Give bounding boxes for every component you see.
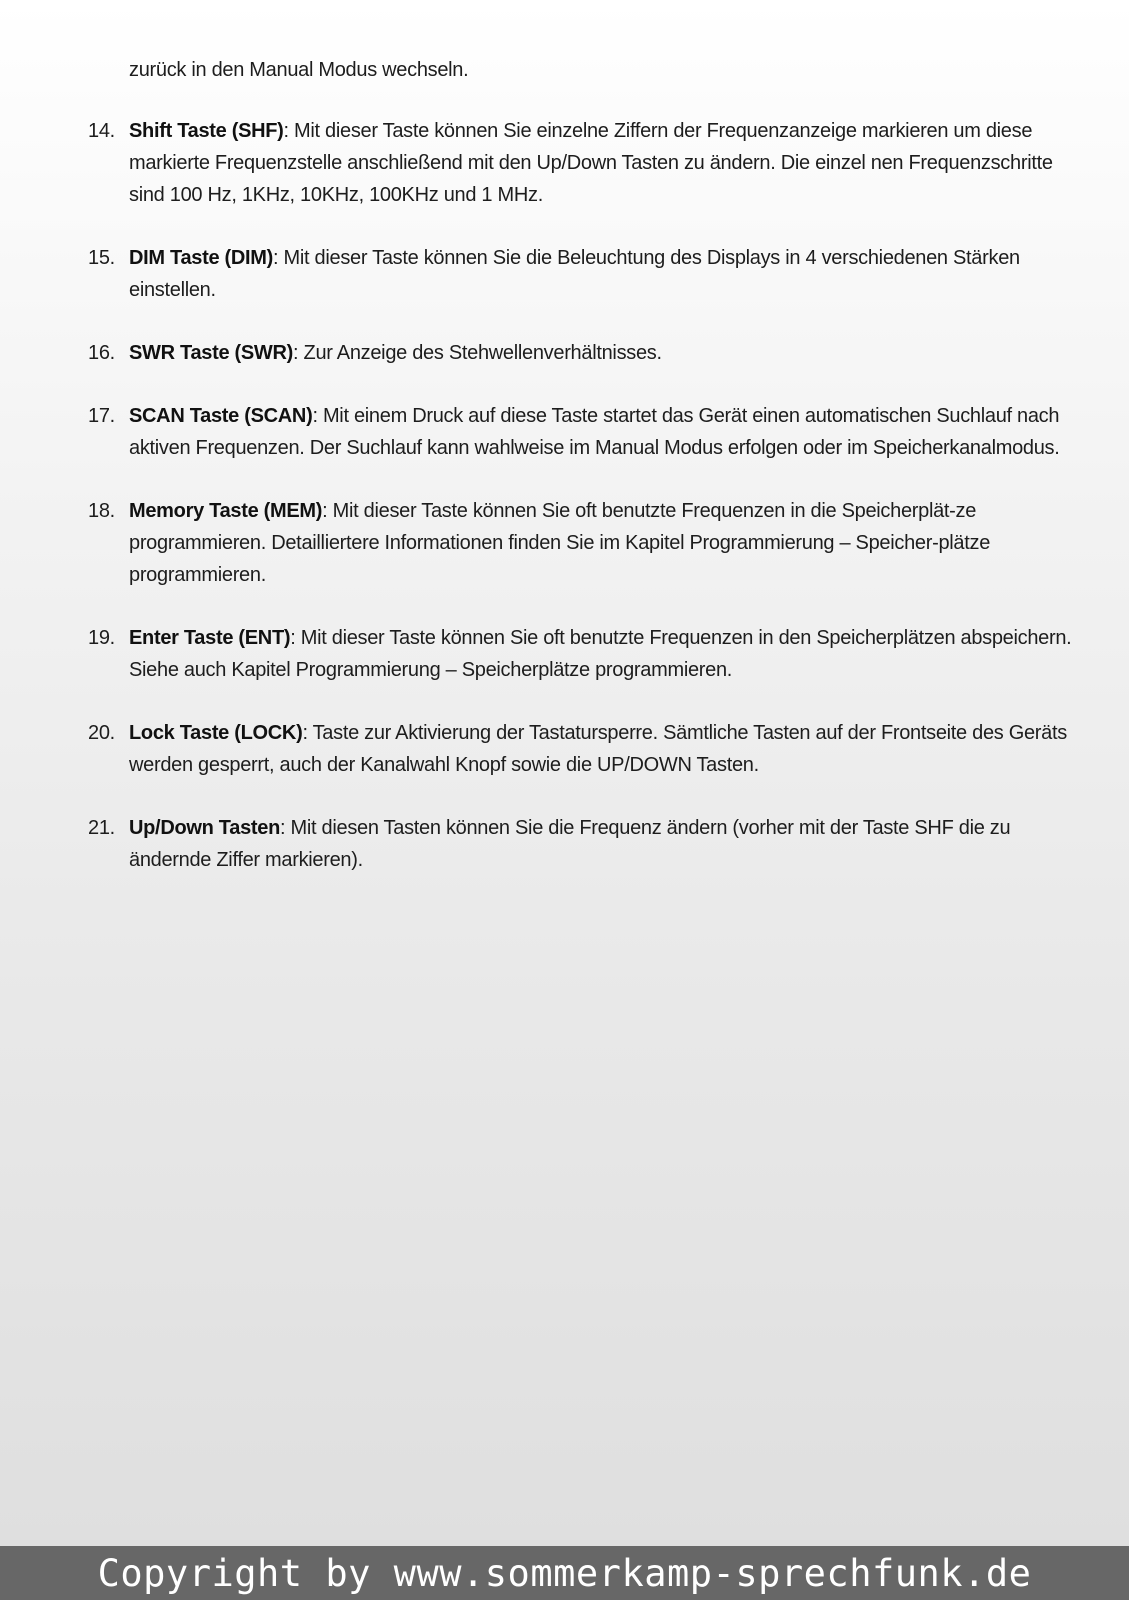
item-number: 17. (88, 405, 115, 427)
list-item-17 (88, 400, 1078, 464)
item-number: 21. (88, 817, 115, 839)
list-item-15 (88, 242, 1078, 306)
item-text: : Mit dieser Taste können Sie oft benutzte Frequenzen in die Speicherplät-ze programmieren. Detailliertere Informationen finden Sie im Kapitel Programmierung – Speicher-plätze programmieren. (129, 500, 991, 586)
list-item-21 (88, 812, 1078, 876)
copyright-footer (0, 1546, 1129, 1600)
item-title: SWR Taste (SWR) (129, 342, 294, 364)
item-title: Memory Taste (MEM) (129, 500, 323, 522)
list-item-16 (88, 337, 1078, 369)
item-number: 15. (88, 247, 115, 269)
item-title: SCAN Taste (SCAN) (129, 405, 313, 427)
item-text: : Mit diesen Tasten können Sie die Frequenz ändern (vorher mit der Taste SHF die zu ändernde Ziffer markieren). (129, 817, 1011, 871)
item-text: : Mit dieser Taste können Sie einzelne Ziffern der Frequenzanzeige markieren um diese markierte Frequenzstelle anschließend mit den Up/Down Tasten zu ändern. Die einzel nen Frequenzschritte sind 100 Hz, 1KHz, 10KHz, 100KHz und 1 MHz. (129, 120, 1053, 206)
item-text: : Mit dieser Taste können Sie oft benutzte Frequenzen in den Speicherplätzen abspeichern. Siehe auch Kapitel Programmierung – Speicherplätze programmieren. (129, 627, 1072, 681)
item-title: Up/Down Tasten (129, 817, 280, 839)
item-number: 16. (88, 342, 115, 364)
key-description-list (88, 115, 1078, 907)
list-item-14 (88, 115, 1078, 211)
item-number: 18. (88, 500, 115, 522)
item-text: : Mit einem Druck auf diese Taste startet das Gerät einen automatischen Suchlauf nach aktiven Frequenzen. Der Suchlauf kann wahlweise im Manual Modus erfolgen oder im Speicherkanalmodus. (129, 405, 1060, 459)
item-title: DIM Taste (DIM) (129, 247, 274, 269)
item-number: 14. (88, 120, 115, 142)
item-title: Shift Taste (SHF) (129, 120, 284, 142)
copyright-text: Copyright by www.sommerkamp-sprechfunk.de (97, 1551, 1032, 1595)
item-text: : Mit dieser Taste können Sie die Beleuchtung des Displays in 4 verschiedenen Stärken einstellen. (129, 247, 1020, 301)
item-title: Enter Taste (ENT) (129, 627, 291, 649)
item-number: 19. (88, 627, 115, 649)
continuation-text: zurück in den Manual Modus wechseln. (129, 59, 469, 81)
list-item-19 (88, 622, 1078, 686)
list-item-18 (88, 495, 1078, 591)
item-number: 20. (88, 722, 115, 744)
item-text: : Zur Anzeige des Stehwellenverhältnisses. (293, 342, 662, 364)
item-text: : Taste zur Aktivierung der Tastatursperre. Sämtliche Tasten auf der Frontseite des Geräts werden gesperrt, auch der Kanalwahl Knopf sowie die UP/DOWN Tasten. (129, 722, 1067, 776)
list-item-20 (88, 717, 1078, 781)
item-title: Lock Taste (LOCK) (129, 722, 303, 744)
